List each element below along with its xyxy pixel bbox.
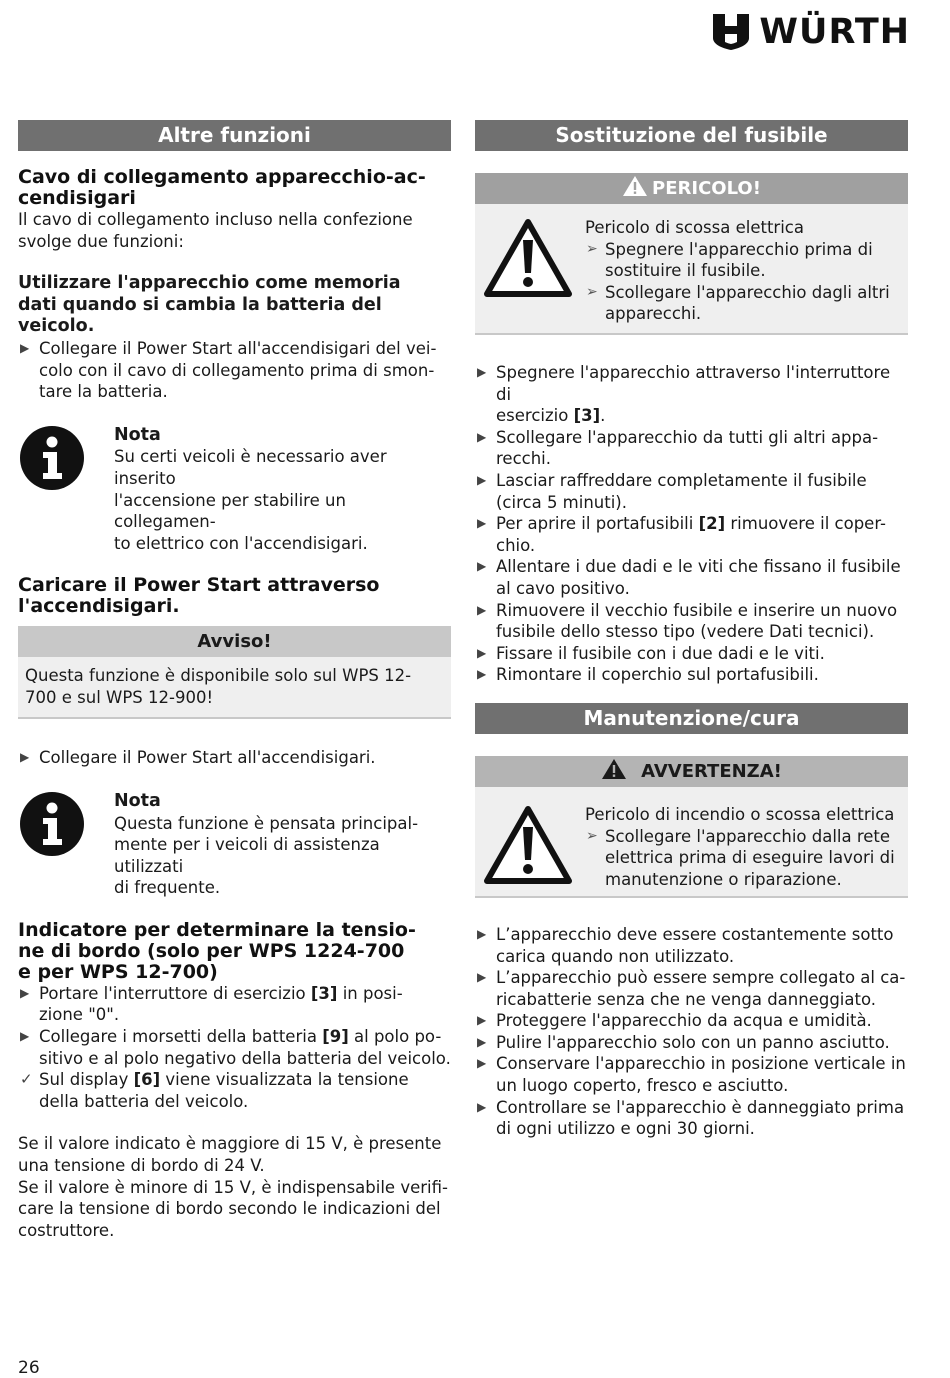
- section-title-manutenzione: Manutenzione/cura: [475, 703, 908, 734]
- danger-box: [475, 173, 908, 335]
- section-title-fusibile: Sostituzione del fusibile: [475, 120, 908, 151]
- triangle-bullet-icon: ▶: [477, 1034, 487, 1049]
- brand-logo: [711, 12, 910, 52]
- note-line: Su certi veicoli è necessario aver inserito: [114, 447, 387, 488]
- list-item: ▶ Proteggere l'apparecchio da acqua e umidità.: [477, 1011, 872, 1031]
- indicator-title-2: ne di bordo (solo per WPS 1224-700: [18, 939, 405, 962]
- note-line: Questa funzione è pensata principal-: [114, 813, 419, 833]
- list-item: ▶ Conservare l'apparecchio in posizione verticale in un luogo coperto, fresco e asciutto.: [477, 1054, 906, 1096]
- triangle-bullet-icon: ▶: [477, 602, 487, 617]
- right-column: [475, 120, 908, 1140]
- triangle-bullet-icon: ▶: [477, 1056, 487, 1071]
- page-number: 26: [18, 1358, 40, 1378]
- list-item: ▶ Rimuovere il vecchio fusibile e inserire un nuovo fusibile dello stesso tipo (vedere Dati tecnici).: [477, 600, 898, 642]
- paragraph-line: care la tensione di bordo secondo le indicazioni del: [18, 1199, 441, 1219]
- note-title: Nota: [114, 424, 161, 445]
- list-item: ➢ Scollegare l'apparecchio dalla rete elettrica prima di eseguire lavori di manutenzione o riparazione.: [586, 826, 895, 889]
- indicator-title-1: Indicatore per determinare la tensio-: [18, 918, 416, 941]
- triangle-bullet-icon: ▶: [477, 970, 487, 985]
- cable-intro-2: svolge due funzioni:: [18, 231, 184, 251]
- list-item: ▶ Portare l'interruttore di esercizio [3] in posi- zione "0".: [20, 983, 403, 1025]
- left-column: [18, 120, 451, 1241]
- note-box-1: [18, 425, 451, 555]
- triangle-bullet-icon: ▶: [20, 340, 30, 355]
- list-item: ▶ Lasciar raffreddare completamente il fusibile (circa 5 minuti).: [477, 470, 867, 512]
- indicator-title-3: e per WPS 12-700): [18, 960, 218, 983]
- cable-title: Cavo di collegamento apparecchio-ac- cendisigari: [18, 166, 426, 209]
- note-title: Nota: [114, 790, 161, 811]
- list-item: ▶ Collegare il Power Start all'accendisigari del vei- colo con il cavo di collegamento prima di smon- tare la batteria.: [20, 338, 437, 402]
- triangle-bullet-icon: ▶: [477, 429, 487, 444]
- cable-subtitle-3: veicolo.: [18, 316, 95, 337]
- list-item: ▶ Scollegare l'apparecchio da tutti gli altri appa- recchi.: [477, 427, 879, 469]
- note-line: di frequente.: [114, 878, 221, 898]
- list-item: ➢ Spegnere l'apparecchio prima di sostituire il fusibile.: [586, 239, 873, 281]
- danger-header: [475, 173, 908, 204]
- list-item: ▶ Pulire l'apparecchio solo con un panno asciutto.: [477, 1032, 890, 1052]
- list-item: ▶ L’apparecchio può essere sempre collegato al ca- ricabatterie senza che ne venga danneggiato.: [477, 968, 906, 1009]
- warning-label: AVVERTENZA!: [641, 760, 782, 782]
- list-item: ✓ Sul display [6] viene visualizzata la tensione della batteria del veicolo.: [20, 1070, 409, 1111]
- danger-label: PERICOLO!: [652, 178, 761, 199]
- cable-section: [18, 167, 451, 403]
- paragraph-line: costruttore.: [18, 1220, 115, 1240]
- triangle-bullet-icon: ▶: [477, 516, 487, 531]
- list-item: ▶ Collegare i morsetti della batteria [9] al polo po- sitivo e al polo negativo della batteria del veicolo.: [20, 1027, 451, 1068]
- warning-heading: Pericolo di incendio o scossa elettrica: [585, 804, 895, 824]
- list-item: ▶ L’apparecchio deve essere costantemente sotto carica quando non utilizzato.: [477, 924, 894, 966]
- triangle-bullet-icon: ▶: [477, 472, 487, 487]
- triangle-bullet-icon: ▶: [477, 365, 487, 379]
- arrow-bullet-icon: ➢: [586, 240, 598, 257]
- warning-box: [475, 756, 908, 898]
- triangle-bullet-icon: ▶: [477, 667, 487, 682]
- cable-subtitle-2: dati quando si cambia la batteria del: [18, 294, 382, 315]
- warning-triangle-icon: [483, 218, 573, 302]
- charge-title-2: l'accendisigari.: [18, 595, 180, 618]
- arrow-bullet-icon: ➢: [586, 283, 598, 300]
- wurth-logo-icon: [711, 12, 751, 52]
- triangle-bullet-icon: ▶: [20, 1029, 30, 1044]
- checkmark-icon: ✓: [20, 1070, 33, 1089]
- list-item: ▶ Controllare se l'apparecchio è danneggiato prima di ogni utilizzo e ogni 30 giorni.: [477, 1097, 905, 1139]
- indicator-section: [18, 920, 451, 1242]
- list-item: ▶ Rimontare il coperchio sul portafusibili.: [477, 665, 819, 685]
- brand-name: WÜRTH: [759, 12, 910, 52]
- charge-title-1: Caricare il Power Start attraverso: [18, 574, 380, 597]
- list-item: ▶ Allentare i due dadi e le viti che fissano il fusibile al cavo positivo.: [477, 557, 901, 598]
- list-item: ▶ Spegnere l'apparecchio attraverso l'interruttore di esercizio [3].: [477, 363, 891, 426]
- warning-triangle-icon: [622, 175, 648, 207]
- triangle-bullet-icon: ▶: [477, 926, 487, 941]
- list-item: ▶ Fissare il fusibile con i due dadi e le viti.: [477, 643, 825, 663]
- list-item: ➢ Scollegare l'apparecchio dagli altri apparecchi.: [586, 282, 890, 324]
- cable-intro-1: Il cavo di collegamento incluso nella confezione: [18, 210, 413, 229]
- avviso-line: Questa funzione è disponibile solo sul WPS 12-: [25, 666, 412, 686]
- arrow-bullet-icon: ➢: [586, 827, 598, 844]
- list-item: ▶ Collegare il Power Start all'accendisigari.: [20, 748, 376, 768]
- maintenance-steps: [475, 924, 908, 1140]
- avviso-box: [18, 626, 451, 719]
- triangle-bullet-icon: ▶: [477, 1099, 487, 1114]
- note-line: to elettrico con l'accendisigari.: [114, 533, 368, 553]
- warning-header: [475, 756, 908, 787]
- warning-triangle-icon: [601, 758, 627, 790]
- warning-triangle-icon: [483, 805, 573, 889]
- section-title-altre-funzioni: Altre funzioni: [18, 120, 451, 151]
- fuse-steps: [475, 362, 908, 686]
- info-icon: [19, 425, 85, 491]
- danger-heading: Pericolo di scossa elettrica: [585, 218, 804, 237]
- triangle-bullet-icon: ▶: [477, 645, 487, 660]
- paragraph-line: Se il valore è minore di 15 V, è indispensabile verifi-: [18, 1177, 448, 1197]
- paragraph-line: una tensione di bordo di 24 V.: [18, 1156, 265, 1176]
- charge-section: [18, 575, 451, 617]
- note-line: l'accensione per stabilire un collegamen-: [114, 490, 346, 532]
- triangle-bullet-icon: ▶: [20, 985, 30, 1000]
- list-item: ▶ Per aprire il portafusibili [2] rimuovere il coper- chio.: [477, 514, 887, 555]
- avviso-title: Avviso!: [18, 626, 451, 657]
- cable-subtitle-1: Utilizzare l'apparecchio come memoria: [18, 273, 401, 294]
- paragraph-line: Se il valore indicato è maggiore di 15 V, è presente: [18, 1134, 442, 1154]
- triangle-bullet-icon: ▶: [477, 559, 487, 574]
- triangle-bullet-icon: ▶: [20, 750, 30, 765]
- info-icon: [19, 791, 85, 857]
- triangle-bullet-icon: ▶: [477, 1013, 487, 1028]
- note-box-2: [18, 791, 451, 899]
- avviso-line: 700 e sul WPS 12-900!: [25, 687, 214, 707]
- note-line: mente per i veicoli di assistenza utilizzati: [114, 835, 380, 876]
